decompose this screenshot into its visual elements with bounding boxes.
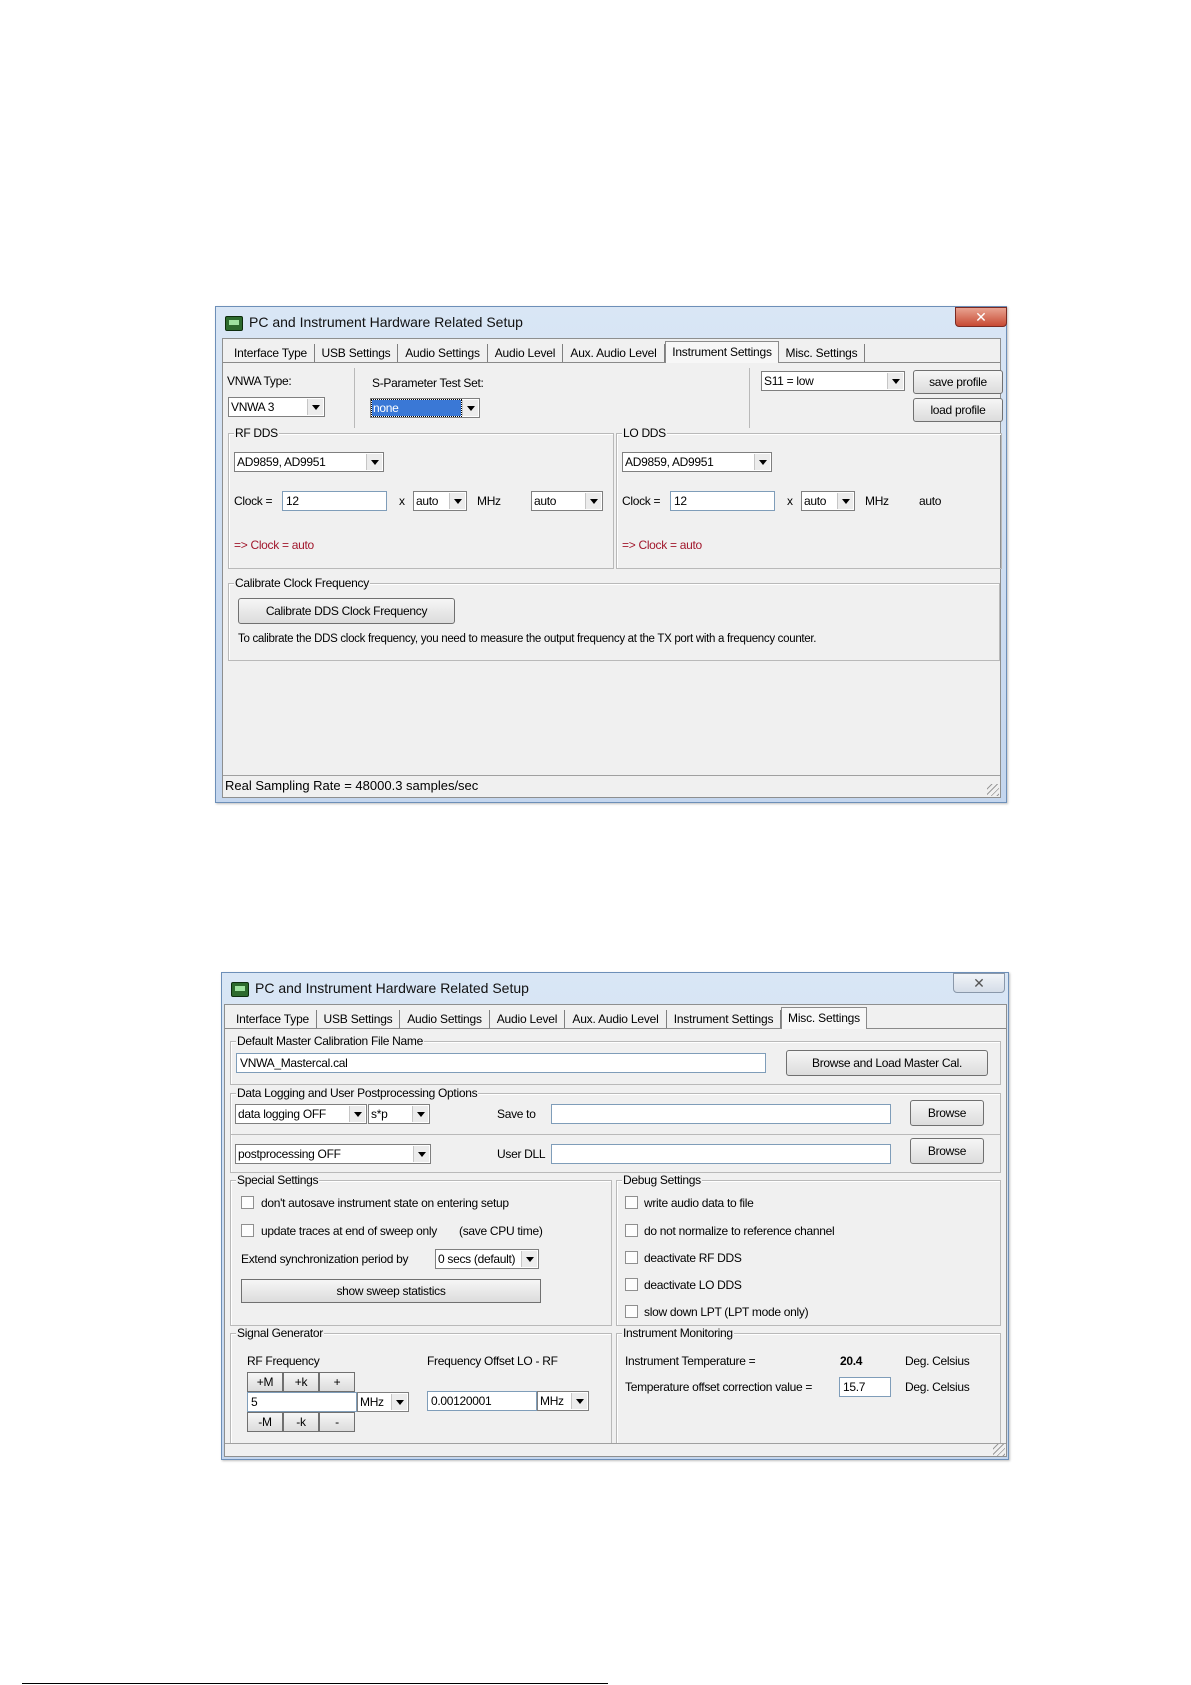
rf-clock-input[interactable]: 12 bbox=[282, 491, 387, 511]
close-button[interactable]: ✕ bbox=[953, 973, 1005, 993]
browse-dll-button[interactable]: Browse bbox=[910, 1138, 984, 1164]
update-traces-label: update traces at end of sweep only bbox=[261, 1224, 437, 1238]
calibrate-group bbox=[228, 576, 1000, 661]
data-logging-title: Data Logging and User Postprocessing Options bbox=[237, 1086, 478, 1100]
user-dll-input[interactable] bbox=[551, 1144, 891, 1164]
signal-generator-title: Signal Generator bbox=[237, 1326, 323, 1340]
normalize-label: do not normalize to reference channel bbox=[644, 1224, 835, 1238]
client-area bbox=[222, 338, 1001, 798]
minus-kilo-button[interactable]: -k bbox=[283, 1412, 319, 1432]
rf-unit-label: MHz bbox=[477, 494, 501, 508]
lo-mode-label: auto bbox=[919, 494, 942, 508]
postprocessing-value: postprocessing OFF bbox=[238, 1147, 341, 1161]
minus-mega-button[interactable]: -M bbox=[247, 1412, 283, 1432]
lo-times-label: x bbox=[787, 494, 793, 508]
calibrate-title: Calibrate Clock Frequency bbox=[235, 576, 369, 590]
chevron-down-icon bbox=[391, 1394, 407, 1410]
rf-frequency-unit-select[interactable] bbox=[357, 1392, 409, 1412]
lo-multiplier-value: auto bbox=[804, 494, 827, 508]
update-traces-note: (save CPU time) bbox=[459, 1224, 543, 1238]
frequency-offset-unit-select[interactable] bbox=[537, 1391, 589, 1411]
lo-unit-label: MHz bbox=[865, 494, 889, 508]
s-parameter-value: none bbox=[372, 400, 461, 416]
status-bar: Real Sampling Rate = 48000.3 samples/sec bbox=[223, 775, 1000, 797]
s-parameter-label: S-Parameter Test Set: bbox=[372, 376, 484, 390]
instrument-temperature-value: 20.4 bbox=[840, 1354, 863, 1368]
instrument-temperature-unit: Deg. Celsius bbox=[905, 1354, 970, 1368]
vnwa-type-value: VNWA 3 bbox=[231, 400, 275, 414]
divider bbox=[231, 1134, 1000, 1135]
tab-audio-settings[interactable]: Audio Settings bbox=[400, 1010, 490, 1029]
vnwa-type-label: VNWA Type: bbox=[227, 374, 292, 388]
master-cal-group bbox=[230, 1034, 1001, 1085]
save-to-input[interactable] bbox=[551, 1104, 891, 1124]
tab-aux-audio-level[interactable]: Aux. Audio Level bbox=[563, 344, 665, 363]
rf-frequency-unit-value: MHz bbox=[360, 1395, 384, 1409]
file-format-value: s*p bbox=[371, 1107, 388, 1121]
temperature-offset-unit: Deg. Celsius bbox=[905, 1380, 970, 1394]
rf-times-label: x bbox=[399, 494, 405, 508]
tab-interface-type[interactable]: Interface Type bbox=[229, 1010, 317, 1029]
lo-dds-chip-select[interactable] bbox=[622, 452, 772, 472]
slow-lpt-checkbox[interactable] bbox=[625, 1305, 638, 1318]
tab-instrument-settings[interactable]: Instrument Settings bbox=[667, 1010, 781, 1029]
rf-clock-label: Clock = bbox=[234, 494, 273, 508]
show-sweep-statistics-button[interactable]: show sweep statistics bbox=[241, 1279, 541, 1303]
divider bbox=[749, 368, 750, 428]
file-format-select[interactable] bbox=[368, 1104, 430, 1124]
tab-instrument-settings[interactable]: Instrument Settings bbox=[665, 341, 779, 363]
save-to-label: Save to bbox=[497, 1107, 536, 1121]
rf-mode-value: auto bbox=[534, 494, 557, 508]
data-logging-group bbox=[230, 1086, 1001, 1173]
rf-clock-result: => Clock = auto bbox=[234, 538, 314, 552]
write-audio-label: write audio data to file bbox=[644, 1196, 754, 1210]
profile-value: S11 = low bbox=[764, 374, 814, 388]
chevron-down-icon bbox=[887, 373, 903, 389]
title-bar[interactable] bbox=[216, 307, 1006, 339]
chevron-down-icon bbox=[837, 493, 853, 509]
postprocessing-select[interactable] bbox=[235, 1144, 431, 1164]
lo-dds-chip-value: AD9859, AD9951 bbox=[625, 455, 714, 469]
rf-frequency-label: RF Frequency bbox=[247, 1354, 320, 1368]
calibrate-note: To calibrate the DDS clock frequency, you need to measure the output frequency at the TX port with a frequency counter. bbox=[238, 633, 817, 645]
data-logging-select[interactable] bbox=[235, 1104, 367, 1124]
browse-master-cal-button[interactable]: Browse and Load Master Cal. bbox=[786, 1050, 988, 1076]
window-title: PC and Instrument Hardware Related Setup bbox=[249, 314, 523, 330]
rf-dds-chip-select[interactable] bbox=[234, 452, 384, 472]
vnwa-type-select[interactable] bbox=[228, 397, 325, 417]
resize-grip[interactable] bbox=[987, 784, 999, 796]
instrument-monitoring-group bbox=[616, 1326, 1001, 1447]
debug-settings-group bbox=[616, 1173, 1001, 1326]
rf-dds-title: RF DDS bbox=[235, 426, 278, 440]
chevron-down-icon bbox=[571, 1393, 587, 1409]
window-title: PC and Instrument Hardware Related Setup bbox=[255, 980, 529, 996]
deactivate-rf-dds-checkbox[interactable] bbox=[625, 1251, 638, 1264]
deactivate-lo-dds-checkbox[interactable] bbox=[625, 1278, 638, 1291]
resize-grip[interactable] bbox=[993, 1444, 1005, 1456]
tab-audio-settings[interactable]: Audio Settings bbox=[398, 344, 488, 363]
chevron-down-icon bbox=[412, 1106, 428, 1122]
autosave-label: don't autosave instrument state on entering setup bbox=[261, 1196, 509, 1210]
lo-dds-group bbox=[616, 426, 1002, 569]
plus-one-button[interactable]: + bbox=[319, 1372, 355, 1392]
signal-generator-group bbox=[230, 1326, 612, 1447]
tab-usb-settings[interactable]: USB Settings bbox=[315, 344, 398, 363]
divider bbox=[354, 368, 355, 428]
browse-save-button[interactable]: Browse bbox=[910, 1100, 984, 1126]
write-audio-checkbox[interactable] bbox=[625, 1196, 638, 1209]
minus-one-button[interactable]: - bbox=[319, 1412, 355, 1432]
chevron-down-icon bbox=[585, 493, 601, 509]
lo-clock-label: Clock = bbox=[622, 494, 661, 508]
app-icon bbox=[231, 982, 249, 997]
window-instrument-settings bbox=[215, 306, 1007, 803]
tab-interface-type[interactable]: Interface Type bbox=[227, 344, 315, 363]
chevron-down-icon bbox=[449, 493, 465, 509]
calibrate-dds-button[interactable]: Calibrate DDS Clock Frequency bbox=[238, 598, 455, 624]
save-profile-button[interactable]: save profile bbox=[913, 370, 1003, 394]
chevron-down-icon bbox=[413, 1146, 429, 1162]
tab-audio-level[interactable]: Audio Level bbox=[490, 1010, 565, 1029]
profile-select[interactable] bbox=[761, 371, 905, 391]
deactivate-rf-dds-label: deactivate RF DDS bbox=[644, 1251, 742, 1265]
special-settings-group bbox=[230, 1173, 612, 1326]
close-button[interactable]: ✕ bbox=[955, 307, 1007, 327]
rf-multiplier-select[interactable] bbox=[413, 491, 467, 511]
s-parameter-select[interactable] bbox=[370, 398, 480, 418]
tab-usb-settings[interactable]: USB Settings bbox=[317, 1010, 400, 1029]
chevron-down-icon bbox=[462, 400, 478, 416]
tab-audio-level[interactable]: Audio Level bbox=[488, 344, 563, 363]
rf-frequency-input[interactable]: 5 bbox=[247, 1392, 357, 1412]
data-logging-value: data logging OFF bbox=[238, 1107, 326, 1121]
frequency-offset-input[interactable]: 0.00120001 bbox=[427, 1391, 537, 1411]
tab-misc-settings[interactable]: Misc. Settings bbox=[781, 1007, 867, 1029]
rf-multiplier-value: auto bbox=[416, 494, 439, 508]
tab-aux-audio-level[interactable]: Aux. Audio Level bbox=[565, 1010, 667, 1029]
window-misc-settings bbox=[221, 972, 1009, 1460]
lo-clock-result: => Clock = auto bbox=[622, 538, 702, 552]
load-profile-button[interactable]: load profile bbox=[913, 398, 1003, 422]
plus-mega-button[interactable]: +M bbox=[247, 1372, 283, 1392]
temperature-offset-label: Temperature offset correction value = bbox=[625, 1380, 813, 1394]
special-settings-title: Special Settings bbox=[237, 1173, 319, 1187]
update-traces-checkbox[interactable] bbox=[241, 1224, 254, 1237]
chevron-down-icon bbox=[307, 399, 323, 415]
rf-dds-group bbox=[228, 426, 614, 569]
master-cal-file-input[interactable]: VNWA_Mastercal.cal bbox=[236, 1053, 766, 1073]
deactivate-lo-dds-label: deactivate LO DDS bbox=[644, 1278, 742, 1292]
instrument-temperature-label: Instrument Temperature = bbox=[625, 1354, 756, 1368]
title-bar[interactable] bbox=[222, 973, 1008, 1005]
chevron-down-icon bbox=[754, 454, 770, 470]
chevron-down-icon bbox=[366, 454, 382, 470]
extend-sync-value: 0 secs (default) bbox=[438, 1252, 516, 1266]
tab-panel-instrument bbox=[223, 362, 1000, 772]
status-bar bbox=[225, 1443, 1006, 1456]
tab-panel-misc bbox=[225, 1028, 1006, 1442]
master-cal-title: Default Master Calibration File Name bbox=[237, 1034, 423, 1048]
slow-lpt-label: slow down LPT (LPT mode only) bbox=[644, 1305, 809, 1319]
normalize-checkbox[interactable] bbox=[625, 1224, 638, 1237]
extend-sync-select[interactable] bbox=[435, 1249, 539, 1269]
app-icon bbox=[225, 316, 243, 331]
chevron-down-icon bbox=[521, 1251, 537, 1267]
frequency-offset-label: Frequency Offset LO - RF bbox=[427, 1354, 558, 1368]
chevron-down-icon bbox=[349, 1106, 365, 1122]
rf-mode-select[interactable] bbox=[531, 491, 603, 511]
lo-multiplier-select[interactable] bbox=[801, 491, 855, 511]
extend-sync-label: Extend synchronization period by bbox=[241, 1252, 409, 1266]
temperature-offset-input[interactable]: 15.7 bbox=[839, 1377, 891, 1397]
autosave-checkbox[interactable] bbox=[241, 1196, 254, 1209]
plus-kilo-button[interactable]: +k bbox=[283, 1372, 319, 1392]
debug-settings-title: Debug Settings bbox=[623, 1173, 701, 1187]
lo-dds-title: LO DDS bbox=[623, 426, 666, 440]
rf-dds-chip-value: AD9859, AD9951 bbox=[237, 455, 326, 469]
frequency-offset-unit-value: MHz bbox=[540, 1394, 564, 1408]
user-dll-label: User DLL bbox=[497, 1147, 546, 1161]
instrument-monitoring-title: Instrument Monitoring bbox=[623, 1326, 733, 1340]
lo-clock-input[interactable]: 12 bbox=[670, 491, 775, 511]
client-area bbox=[224, 1004, 1007, 1457]
page-footer-line bbox=[22, 1683, 608, 1684]
tab-misc-settings[interactable]: Misc. Settings bbox=[779, 344, 865, 363]
